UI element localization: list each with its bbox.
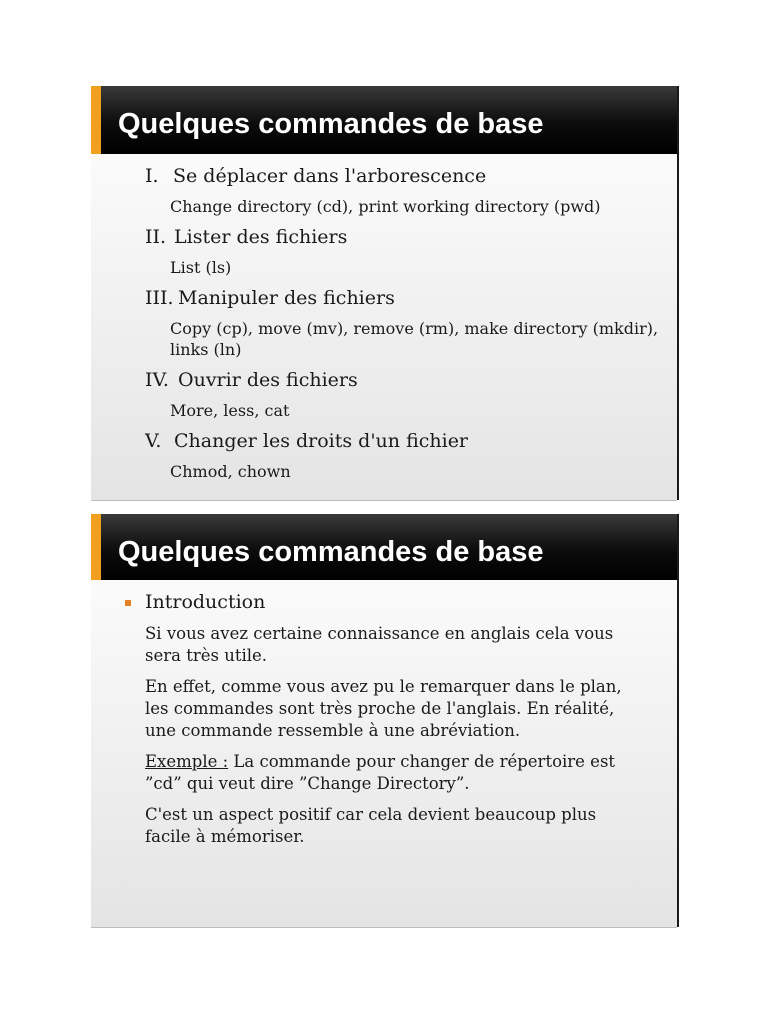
outline-item xyxy=(145,225,665,278)
accent-bar xyxy=(91,86,101,154)
item-number: II. xyxy=(145,226,167,248)
bullet-heading: Introduction xyxy=(145,591,266,613)
slide-body xyxy=(125,590,645,857)
item-description: Copy (cp), move (mv), remove (rm), make directory (mkdir), links (ln) xyxy=(170,319,659,359)
item-heading: Ouvrir des fichiers xyxy=(178,369,358,391)
slide-header xyxy=(91,86,677,154)
item-description: Chmod, chown xyxy=(170,462,291,481)
item-description: Change directory (cd), print working directory (pwd) xyxy=(170,197,601,216)
slide-header xyxy=(91,514,677,580)
square-bullet-icon xyxy=(125,600,131,606)
outline-item xyxy=(145,368,665,421)
paragraph: Si vous avez certaine connaissance en anglais cela vous sera très utile. xyxy=(145,624,614,665)
accent-bar xyxy=(91,514,101,580)
example-label: Exemple : xyxy=(145,752,229,771)
outline-list xyxy=(145,164,665,490)
item-heading: Changer les droits d'un fichier xyxy=(174,430,469,452)
item-heading: Se déplacer dans l'arborescence xyxy=(173,165,487,187)
bullet-item xyxy=(125,590,645,614)
item-description: More, less, cat xyxy=(170,401,290,420)
item-number: V. xyxy=(145,430,162,452)
outline-item xyxy=(145,429,665,482)
item-number: I. xyxy=(145,165,159,187)
item-heading: Lister des fichiers xyxy=(174,226,348,248)
slide-title: Quelques commandes de base xyxy=(118,536,544,568)
slide-outline xyxy=(91,86,677,500)
paragraph: En effet, comme vous avez pu le remarquer dans le plan, les commandes sont très proche de l'anglais. En réalité, une commande ressemble à une abréviation. xyxy=(145,677,622,740)
slide-title: Quelques commandes de base xyxy=(118,108,544,140)
example-paragraph xyxy=(145,751,645,795)
item-heading: Manipuler des fichiers xyxy=(178,287,395,309)
item-description: List (ls) xyxy=(170,258,232,277)
paragraph: C'est un aspect positif car cela devient beaucoup plus facile à mémoriser. xyxy=(145,805,597,846)
example-text: La commande pour changer de répertoire est ”cd” qui veut dire ”Change Directory”. xyxy=(145,752,616,793)
outline-item xyxy=(145,164,665,217)
outline-item xyxy=(145,286,665,360)
slide-introduction xyxy=(91,514,677,927)
item-number: III. xyxy=(145,287,174,309)
item-number: IV. xyxy=(145,369,169,391)
